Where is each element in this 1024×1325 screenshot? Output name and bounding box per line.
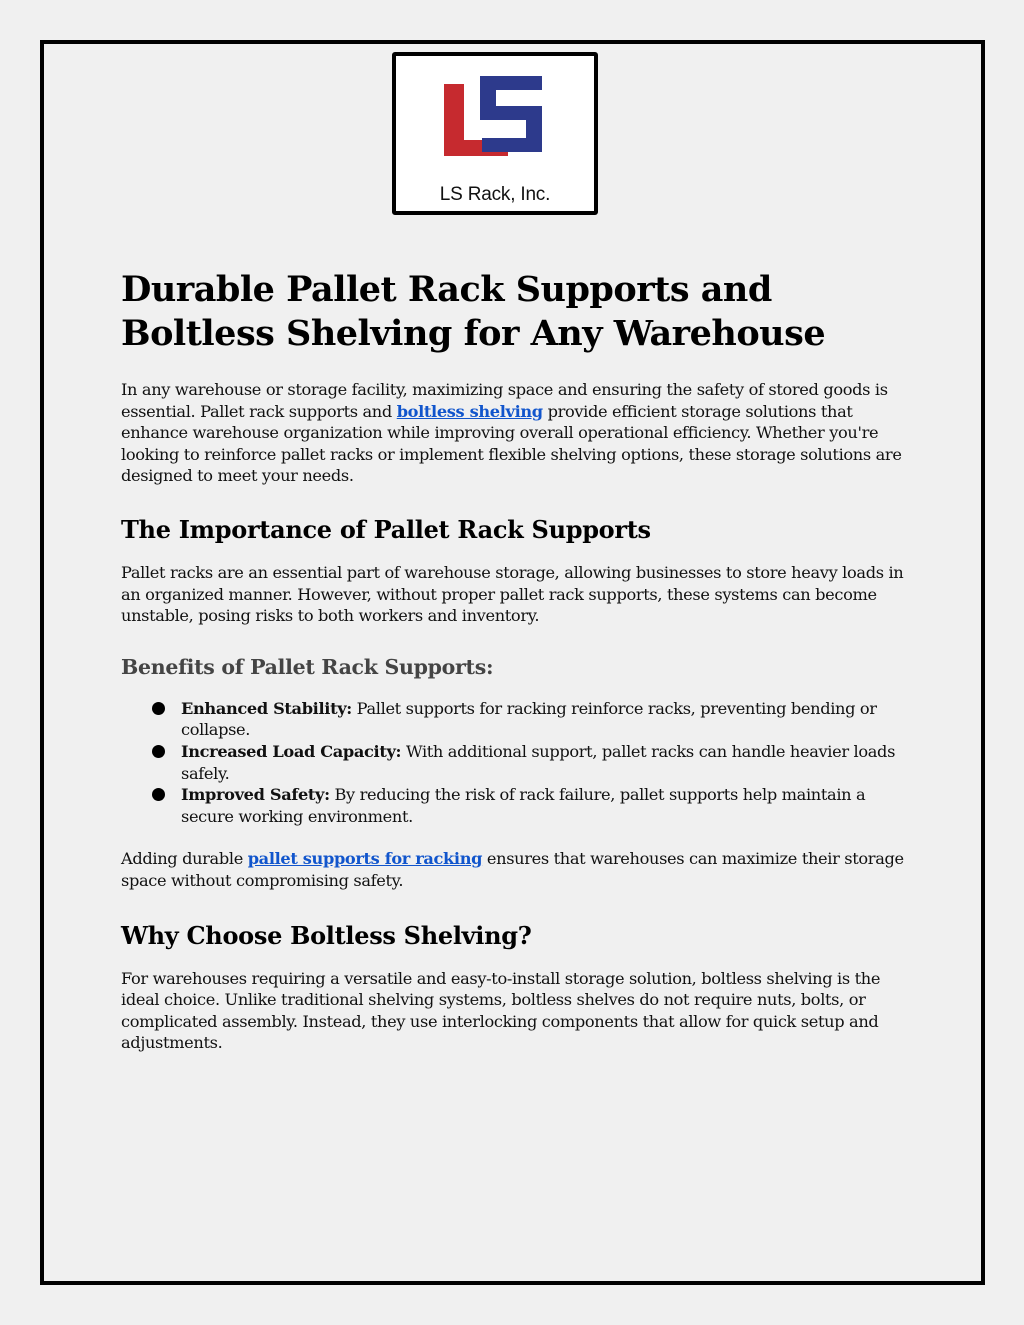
benefit-term: Increased Load Capacity: xyxy=(181,741,402,761)
document-title: Durable Pallet Rack Supports and Boltless Shelving for Any Warehouse xyxy=(121,269,826,354)
bullet-icon xyxy=(152,702,165,715)
intro-text-before: In any warehouse or storage facility, maximizing space and ensuring the safety of stored goods is essential. Pallet rack supports and xyxy=(121,380,888,421)
benefit-text: Pallet supports for racking reinforce racks, preventing bending or collapse. xyxy=(181,698,877,740)
benefit-term: Enhanced Stability: xyxy=(181,698,352,718)
section-heading-importance: The Importance of Pallet Rack Supports xyxy=(121,514,651,544)
list-item xyxy=(181,741,911,784)
why-paragraph: For warehouses requiring a versatile and easy-to-install storage solution, boltless shelving is the ideal choice. Unlike traditional shelving systems, boltless shelves do not require nuts, bolts, or complicated assembly. Instead, they use interlocking components that allow for quick setup and adjustments. xyxy=(121,968,881,1053)
company-logo xyxy=(392,52,598,215)
adding-text-after: ensures that warehouses can maximize their storage space without compromising safety. xyxy=(121,849,904,890)
pallet-supports-link[interactable]: pallet supports for racking xyxy=(247,849,483,869)
benefits-list xyxy=(121,698,911,828)
benefit-text: With additional support, pallet racks can handle heavier loads safely. xyxy=(181,741,896,783)
benefit-text: By reducing the risk of rack failure, pallet supports help maintain a secure working environment. xyxy=(181,785,866,826)
list-item xyxy=(181,784,911,827)
logo-caption: LS Rack, Inc. xyxy=(439,184,551,205)
benefit-term: Improved Safety: xyxy=(181,785,330,805)
section-heading-why: Why Choose Boltless Shelving? xyxy=(121,920,532,950)
boltless-shelving-link[interactable]: boltless shelving xyxy=(396,401,543,421)
list-item xyxy=(181,698,911,741)
intro-text-after: provide efficient storage solutions that enhance warehouse organization while improving overall operational efficiency. Whether you're looking to reinforce pallet racks or implement flexible shelving options, these storage solutions are designed to meet your needs. xyxy=(121,401,902,486)
document-body xyxy=(121,268,911,1054)
bullet-icon xyxy=(152,788,165,801)
importance-paragraph: Pallet racks are an essential part of warehouse storage, allowing businesses to store heavy loads in an organized manner. However, without proper pallet rack supports, these systems can become unstable, posing risks to both workers and inventory. xyxy=(121,562,904,626)
intro-paragraph xyxy=(121,379,911,487)
benefits-heading: Benefits of Pallet Rack Supports: xyxy=(121,654,494,679)
bullet-icon xyxy=(152,745,165,758)
adding-text-before: Adding durable xyxy=(121,849,248,869)
adding-paragraph xyxy=(121,848,911,891)
